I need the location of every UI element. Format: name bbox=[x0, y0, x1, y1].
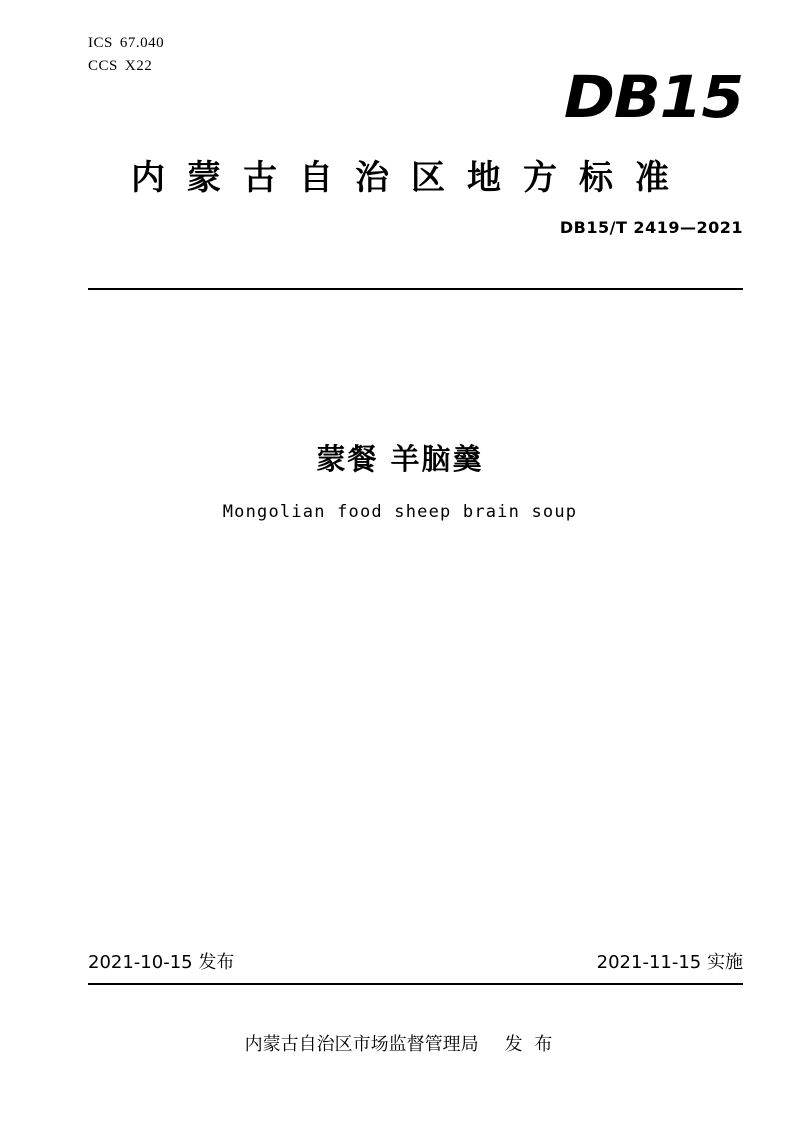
publish-date: 2021-10-15 发布 bbox=[88, 952, 235, 973]
ccs-code-line bbox=[88, 55, 164, 78]
ics-label: ICS bbox=[88, 35, 113, 51]
ics-value: 67.040 bbox=[119, 35, 165, 51]
issuer-action-label: 发 布 bbox=[504, 1034, 556, 1055]
standard-number: DB15/T 2419—2021 bbox=[559, 218, 743, 237]
footer-divider bbox=[88, 983, 743, 985]
header-divider bbox=[88, 288, 743, 290]
implementation-date: 2021-11-15 实施 bbox=[596, 952, 743, 973]
ccs-label: CCS bbox=[88, 57, 118, 74]
standard-authority-title: 内蒙古自治区地方标准 bbox=[131, 158, 691, 198]
ccs-value: X22 bbox=[124, 57, 153, 74]
issuing-authority bbox=[0, 1030, 800, 1056]
document-subtitle-english: Mongolian food sheep brain soup bbox=[222, 502, 578, 522]
ics-code-line bbox=[88, 32, 164, 55]
issuer-name: 内蒙古自治区市场监督管理局 bbox=[244, 1034, 479, 1055]
classification-codes bbox=[88, 32, 164, 77]
db15-logo: DB15 bbox=[563, 63, 743, 131]
dates-row bbox=[88, 948, 743, 974]
document-title: 蒙餐 羊脑羹 bbox=[316, 442, 484, 476]
